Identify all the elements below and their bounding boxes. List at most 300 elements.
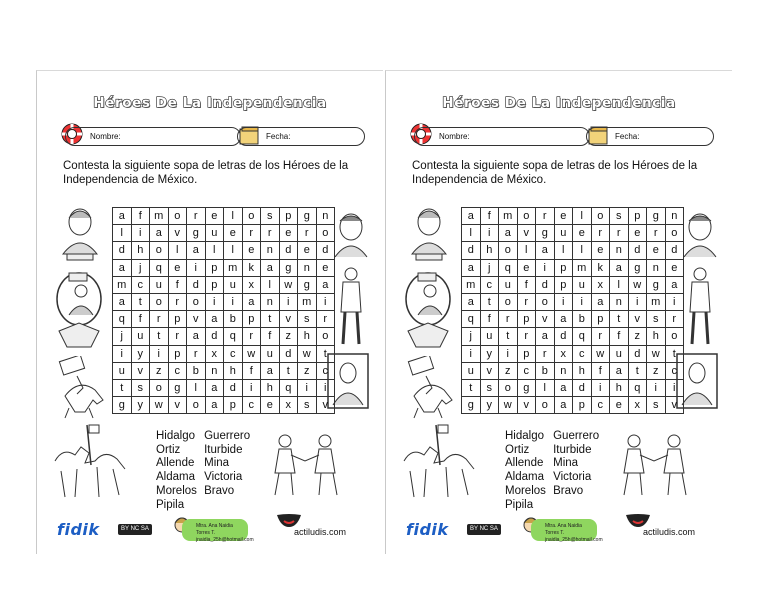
grid-cell[interactable]: u: [499, 276, 518, 293]
grid-cell[interactable]: r: [261, 225, 280, 242]
grid-cell[interactable]: k: [591, 259, 610, 276]
grid-cell[interactable]: a: [462, 208, 481, 225]
grid-cell[interactable]: y: [131, 345, 150, 362]
grid-cell[interactable]: w: [150, 397, 169, 414]
date-field[interactable]: [586, 127, 714, 146]
grid-cell[interactable]: a: [187, 328, 206, 345]
grid-cell[interactable]: l: [554, 242, 573, 259]
word-item: Aldama: [505, 471, 544, 484]
grid-cell[interactable]: c: [224, 345, 243, 362]
grid-cell[interactable]: o: [591, 208, 610, 225]
grid-cell[interactable]: r: [187, 345, 206, 362]
grid-cell[interactable]: m: [113, 276, 132, 293]
grid-cell[interactable]: h: [131, 242, 150, 259]
grid-cell[interactable]: y: [480, 345, 499, 362]
grid-cell[interactable]: v: [316, 397, 335, 414]
grid-cell[interactable]: w: [499, 397, 518, 414]
grid-cell[interactable]: c: [591, 397, 610, 414]
grid-cell[interactable]: u: [480, 328, 499, 345]
grid-cell[interactable]: x: [554, 345, 573, 362]
grid-cell[interactable]: f: [131, 208, 150, 225]
grid-cell[interactable]: u: [573, 276, 592, 293]
grid-cell[interactable]: i: [499, 345, 518, 362]
grid-cell[interactable]: a: [554, 311, 573, 328]
grid-cell[interactable]: m: [298, 293, 317, 310]
grid-cell[interactable]: g: [298, 208, 317, 225]
grid-cell[interactable]: p: [591, 311, 610, 328]
grid-cell[interactable]: a: [187, 242, 206, 259]
grid-cell[interactable]: s: [131, 379, 150, 396]
grid-cell[interactable]: f: [131, 311, 150, 328]
grid-cell[interactable]: p: [205, 276, 224, 293]
grid-cell[interactable]: o: [499, 379, 518, 396]
grid-cell[interactable]: h: [610, 379, 629, 396]
grid-cell[interactable]: o: [665, 225, 684, 242]
grid-cell[interactable]: c: [573, 345, 592, 362]
grid-cell[interactable]: a: [554, 397, 573, 414]
grid-cell[interactable]: l: [261, 276, 280, 293]
grid-cell[interactable]: r: [647, 225, 666, 242]
grid-cell[interactable]: n: [298, 259, 317, 276]
grid-cell[interactable]: r: [536, 345, 555, 362]
grid-cell[interactable]: e: [298, 242, 317, 259]
grid-cell[interactable]: d: [187, 276, 206, 293]
grid-cell[interactable]: n: [261, 242, 280, 259]
grid-cell[interactable]: r: [316, 311, 335, 328]
grid-cell[interactable]: r: [517, 328, 536, 345]
grid-cell[interactable]: e: [554, 208, 573, 225]
grid-cell[interactable]: l: [462, 225, 481, 242]
grid-cell[interactable]: u: [131, 328, 150, 345]
grid-cell[interactable]: u: [224, 276, 243, 293]
grid-cell[interactable]: u: [462, 362, 481, 379]
grid-cell[interactable]: e: [647, 242, 666, 259]
grid-cell[interactable]: i: [536, 259, 555, 276]
grid-cell[interactable]: q: [113, 311, 132, 328]
grid-cell[interactable]: n: [610, 293, 629, 310]
grid-cell[interactable]: r: [242, 225, 261, 242]
site-link[interactable]: actiludis.com: [294, 527, 347, 537]
grid-cell[interactable]: t: [610, 311, 629, 328]
grid-cell[interactable]: d: [224, 379, 243, 396]
grid-cell[interactable]: e: [316, 259, 335, 276]
grid-cell[interactable]: m: [150, 208, 169, 225]
grid-cell[interactable]: a: [205, 311, 224, 328]
grid-cell[interactable]: w: [242, 345, 261, 362]
grid-cell[interactable]: a: [610, 259, 629, 276]
grid-cell[interactable]: e: [168, 259, 187, 276]
grid-cell[interactable]: a: [610, 362, 629, 379]
grid-cell[interactable]: g: [279, 259, 298, 276]
grid-cell[interactable]: i: [591, 379, 610, 396]
grid-cell[interactable]: g: [647, 276, 666, 293]
grid-cell[interactable]: m: [462, 276, 481, 293]
grid-cell[interactable]: q: [628, 379, 647, 396]
grid-cell[interactable]: p: [205, 259, 224, 276]
grid-cell[interactable]: l: [610, 276, 629, 293]
grid-cell[interactable]: s: [480, 379, 499, 396]
grid-cell[interactable]: l: [536, 379, 555, 396]
grid-cell[interactable]: r: [298, 225, 317, 242]
grid-cell[interactable]: e: [665, 259, 684, 276]
grid-cell[interactable]: l: [113, 225, 132, 242]
grid-cell[interactable]: l: [187, 379, 206, 396]
grid-cell[interactable]: a: [113, 293, 132, 310]
grid-cell[interactable]: f: [480, 208, 499, 225]
grid-cell[interactable]: i: [187, 259, 206, 276]
grid-cell[interactable]: y: [131, 397, 150, 414]
grid-cell[interactable]: w: [647, 345, 666, 362]
grid-cell[interactable]: n: [647, 259, 666, 276]
grid-cell[interactable]: p: [554, 259, 573, 276]
grid-cell[interactable]: w: [279, 276, 298, 293]
grid-cell[interactable]: e: [628, 225, 647, 242]
grid-cell[interactable]: x: [628, 397, 647, 414]
grid-cell[interactable]: s: [610, 208, 629, 225]
grid-cell[interactable]: a: [462, 259, 481, 276]
grid-cell[interactable]: i: [316, 379, 335, 396]
grid-cell[interactable]: d: [573, 379, 592, 396]
grid-cell[interactable]: b: [224, 311, 243, 328]
grid-cell[interactable]: w: [298, 345, 317, 362]
grid-cell[interactable]: o: [150, 242, 169, 259]
grid-cell[interactable]: a: [261, 362, 280, 379]
grid-cell[interactable]: q: [279, 379, 298, 396]
grid-cell[interactable]: o: [536, 397, 555, 414]
grid-cell[interactable]: i: [647, 379, 666, 396]
grid-cell[interactable]: v: [665, 397, 684, 414]
grid-cell[interactable]: v: [536, 311, 555, 328]
grid-cell[interactable]: h: [573, 362, 592, 379]
grid-cell[interactable]: o: [150, 293, 169, 310]
site-link[interactable]: actiludis.com: [643, 527, 696, 537]
grid-cell[interactable]: t: [499, 328, 518, 345]
grid-cell[interactable]: e: [242, 242, 261, 259]
grid-cell[interactable]: d: [316, 242, 335, 259]
grid-cell[interactable]: f: [261, 328, 280, 345]
grid-cell[interactable]: v: [187, 311, 206, 328]
grid-cell[interactable]: u: [113, 362, 132, 379]
grid-cell[interactable]: a: [316, 276, 335, 293]
grid-cell[interactable]: v: [168, 225, 187, 242]
grid-cell[interactable]: g: [517, 379, 536, 396]
grid-cell[interactable]: u: [150, 276, 169, 293]
grid-cell[interactable]: o: [168, 208, 187, 225]
grid-cell[interactable]: a: [665, 276, 684, 293]
grid-cell[interactable]: i: [316, 293, 335, 310]
grid-row: [462, 328, 684, 345]
grid-cell[interactable]: z: [628, 328, 647, 345]
grid-cell[interactable]: n: [610, 242, 629, 259]
grid-cell[interactable]: l: [205, 242, 224, 259]
grid-cell[interactable]: t: [131, 293, 150, 310]
grid-cell[interactable]: v: [168, 397, 187, 414]
grid-cell[interactable]: r: [610, 225, 629, 242]
name-field[interactable]: [65, 127, 241, 146]
grid-cell[interactable]: x: [279, 397, 298, 414]
grid-cell[interactable]: c: [480, 276, 499, 293]
grid-cell[interactable]: o: [316, 225, 335, 242]
grid-cell[interactable]: a: [113, 208, 132, 225]
grid-cell[interactable]: j: [480, 259, 499, 276]
grid-cell[interactable]: i: [150, 345, 169, 362]
grid-cell[interactable]: i: [224, 293, 243, 310]
grid-cell[interactable]: o: [536, 293, 555, 310]
grid-cell[interactable]: s: [298, 311, 317, 328]
grid-cell[interactable]: l: [573, 208, 592, 225]
grid-cell[interactable]: a: [591, 293, 610, 310]
grid-cell[interactable]: r: [517, 293, 536, 310]
grid-cell[interactable]: c: [517, 362, 536, 379]
grid-cell[interactable]: t: [665, 345, 684, 362]
grid-cell[interactable]: a: [554, 379, 573, 396]
grid-cell[interactable]: l: [573, 242, 592, 259]
grid-cell[interactable]: d: [205, 328, 224, 345]
name-field[interactable]: [414, 127, 590, 146]
grid-cell[interactable]: a: [205, 379, 224, 396]
grid-cell[interactable]: r: [536, 208, 555, 225]
grid-cell[interactable]: g: [628, 259, 647, 276]
grid-cell[interactable]: i: [480, 225, 499, 242]
grid-cell[interactable]: i: [298, 379, 317, 396]
grid-cell[interactable]: p: [517, 345, 536, 362]
grid-cell[interactable]: l: [224, 242, 243, 259]
grid-cell[interactable]: p: [517, 311, 536, 328]
grid-cell[interactable]: b: [187, 362, 206, 379]
grid-cell[interactable]: d: [279, 345, 298, 362]
grid-cell[interactable]: i: [131, 225, 150, 242]
grid-cell[interactable]: c: [168, 362, 187, 379]
grid-cell[interactable]: a: [499, 225, 518, 242]
grid-cell[interactable]: r: [591, 225, 610, 242]
grid-cell[interactable]: r: [168, 293, 187, 310]
grid-cell[interactable]: t: [261, 311, 280, 328]
grid-cell[interactable]: r: [168, 328, 187, 345]
grid-cell[interactable]: r: [591, 328, 610, 345]
grid-cell[interactable]: i: [665, 293, 684, 310]
grid-cell[interactable]: d: [536, 276, 555, 293]
grid-cell[interactable]: m: [499, 208, 518, 225]
grid-cell[interactable]: s: [298, 397, 317, 414]
grid-cell[interactable]: o: [187, 293, 206, 310]
grid-cell[interactable]: c: [242, 397, 261, 414]
grid-cell[interactable]: e: [591, 242, 610, 259]
grid-cell[interactable]: i: [462, 345, 481, 362]
grid-cell[interactable]: q: [462, 311, 481, 328]
portrait-morelos-icon: [680, 207, 720, 259]
fidik-logo: fidik: [406, 520, 449, 539]
grid-cell[interactable]: m: [573, 259, 592, 276]
grid-cell[interactable]: p: [554, 276, 573, 293]
grid-cell[interactable]: q: [150, 259, 169, 276]
grid-cell[interactable]: a: [242, 293, 261, 310]
grid-cell[interactable]: q: [499, 259, 518, 276]
grid-cell[interactable]: z: [647, 362, 666, 379]
grid-cell[interactable]: a: [536, 242, 555, 259]
grid-cell[interactable]: g: [187, 225, 206, 242]
grid-cell[interactable]: u: [610, 345, 629, 362]
grid-cell[interactable]: u: [261, 345, 280, 362]
date-field[interactable]: [237, 127, 365, 146]
grid-cell[interactable]: p: [224, 397, 243, 414]
grid-cell[interactable]: i: [665, 379, 684, 396]
grid-cell[interactable]: m: [647, 293, 666, 310]
grid-cell[interactable]: s: [647, 397, 666, 414]
grid-cell[interactable]: b: [536, 362, 555, 379]
grid-cell[interactable]: t: [150, 328, 169, 345]
grid-cell[interactable]: o: [242, 208, 261, 225]
grid-cell[interactable]: o: [316, 328, 335, 345]
grid-cell[interactable]: z: [298, 362, 317, 379]
grid-cell[interactable]: o: [517, 208, 536, 225]
grid-cell[interactable]: g: [647, 208, 666, 225]
grid-cell[interactable]: a: [150, 225, 169, 242]
grid-cell[interactable]: e: [517, 259, 536, 276]
grid-cell[interactable]: x: [591, 276, 610, 293]
grid-cell[interactable]: i: [205, 293, 224, 310]
grid-cell[interactable]: s: [647, 311, 666, 328]
grid-cell[interactable]: l: [168, 242, 187, 259]
grid-cell[interactable]: h: [261, 379, 280, 396]
grid-cell[interactable]: d: [113, 242, 132, 259]
grid-cell[interactable]: n: [665, 208, 684, 225]
grid-cell[interactable]: d: [554, 328, 573, 345]
grid-cell[interactable]: n: [316, 208, 335, 225]
grid-cell[interactable]: f: [480, 311, 499, 328]
grid-cell[interactable]: t: [279, 362, 298, 379]
grid-cell[interactable]: a: [261, 259, 280, 276]
grid-cell[interactable]: z: [499, 362, 518, 379]
grid-cell[interactable]: t: [628, 362, 647, 379]
grid-cell[interactable]: v: [279, 311, 298, 328]
grid-cell[interactable]: d: [665, 242, 684, 259]
grid-cell[interactable]: x: [205, 345, 224, 362]
grid-cell[interactable]: f: [591, 362, 610, 379]
grid-cell[interactable]: x: [242, 276, 261, 293]
grid-cell[interactable]: g: [168, 379, 187, 396]
grid-cell[interactable]: v: [480, 362, 499, 379]
grid-cell[interactable]: p: [279, 208, 298, 225]
grid-cell[interactable]: h: [224, 362, 243, 379]
grid-cell[interactable]: o: [150, 379, 169, 396]
grid-cell[interactable]: a: [462, 293, 481, 310]
grid-cell[interactable]: l: [517, 242, 536, 259]
grid-cell[interactable]: i: [242, 379, 261, 396]
grid-cell[interactable]: p: [168, 345, 187, 362]
grid-cell[interactable]: d: [462, 242, 481, 259]
grid-cell[interactable]: g: [113, 397, 132, 414]
grid-cell[interactable]: r: [499, 311, 518, 328]
grid-cell[interactable]: w: [591, 345, 610, 362]
grid-cell[interactable]: i: [628, 293, 647, 310]
grid-cell[interactable]: d: [279, 242, 298, 259]
grid-cell[interactable]: v: [131, 362, 150, 379]
grid-cell[interactable]: g: [536, 225, 555, 242]
grid-cell[interactable]: o: [665, 328, 684, 345]
grid-cell[interactable]: f: [168, 276, 187, 293]
grid-cell[interactable]: o: [499, 242, 518, 259]
grid-cell[interactable]: h: [647, 328, 666, 345]
grid-cell[interactable]: e: [205, 208, 224, 225]
grid-cell[interactable]: n: [554, 362, 573, 379]
grid-cell[interactable]: e: [261, 397, 280, 414]
grid-cell[interactable]: s: [261, 208, 280, 225]
grid-cell[interactable]: v: [628, 311, 647, 328]
grid-cell[interactable]: k: [242, 259, 261, 276]
grid-cell[interactable]: f: [517, 276, 536, 293]
grid-cell[interactable]: l: [224, 208, 243, 225]
grid-cell[interactable]: b: [573, 311, 592, 328]
grid-cell[interactable]: j: [113, 328, 132, 345]
grid-cell[interactable]: t: [480, 293, 499, 310]
grid-cell[interactable]: i: [554, 293, 573, 310]
grid-cell[interactable]: n: [205, 362, 224, 379]
grid-cell[interactable]: e: [610, 397, 629, 414]
word-item: Iturbide: [553, 443, 592, 456]
grid-cell[interactable]: h: [298, 328, 317, 345]
grid-cell[interactable]: e: [224, 225, 243, 242]
grid-cell[interactable]: p: [628, 208, 647, 225]
grid-cell[interactable]: z: [150, 362, 169, 379]
grid-cell[interactable]: r: [242, 328, 261, 345]
grid-cell[interactable]: c: [316, 362, 335, 379]
grid-cell[interactable]: j: [462, 328, 481, 345]
grid-cell[interactable]: t: [316, 345, 335, 362]
grid-cell[interactable]: i: [573, 293, 592, 310]
grid-cell[interactable]: a: [536, 328, 555, 345]
grid-cell[interactable]: i: [279, 293, 298, 310]
grid-cell[interactable]: d: [628, 345, 647, 362]
grid-cell[interactable]: p: [242, 311, 261, 328]
grid-cell[interactable]: p: [168, 311, 187, 328]
grid-cell[interactable]: f: [610, 328, 629, 345]
grid-cell[interactable]: g: [298, 276, 317, 293]
grid-cell[interactable]: a: [113, 259, 132, 276]
grid-cell[interactable]: j: [131, 259, 150, 276]
grid-cell[interactable]: h: [480, 242, 499, 259]
grid-cell[interactable]: m: [224, 259, 243, 276]
grid-cell[interactable]: z: [279, 328, 298, 345]
worksheet-left: [36, 70, 383, 554]
grid-cell[interactable]: y: [480, 397, 499, 414]
grid-cell[interactable]: r: [187, 208, 206, 225]
grid-cell[interactable]: p: [573, 397, 592, 414]
grid-cell[interactable]: d: [628, 242, 647, 259]
grid-cell[interactable]: t: [113, 379, 132, 396]
grid-cell[interactable]: e: [573, 225, 592, 242]
grid-cell[interactable]: u: [554, 225, 573, 242]
grid-cell[interactable]: v: [517, 225, 536, 242]
grid-cell[interactable]: c: [665, 362, 684, 379]
grid-cell[interactable]: n: [261, 293, 280, 310]
grid-cell[interactable]: v: [517, 397, 536, 414]
grid-cell[interactable]: o: [187, 397, 206, 414]
grid-cell[interactable]: a: [205, 397, 224, 414]
grid-cell[interactable]: i: [113, 345, 132, 362]
grid-cell[interactable]: q: [224, 328, 243, 345]
grid-cell[interactable]: c: [131, 276, 150, 293]
grid-cell[interactable]: w: [628, 276, 647, 293]
grid-cell[interactable]: e: [279, 225, 298, 242]
grid-cell[interactable]: q: [573, 328, 592, 345]
grid-cell[interactable]: g: [462, 397, 481, 414]
grid-cell[interactable]: f: [242, 362, 261, 379]
grid-cell[interactable]: r: [150, 311, 169, 328]
grid-cell[interactable]: u: [205, 225, 224, 242]
grid-cell[interactable]: t: [462, 379, 481, 396]
grid-cell[interactable]: o: [499, 293, 518, 310]
grid-cell[interactable]: r: [665, 311, 684, 328]
